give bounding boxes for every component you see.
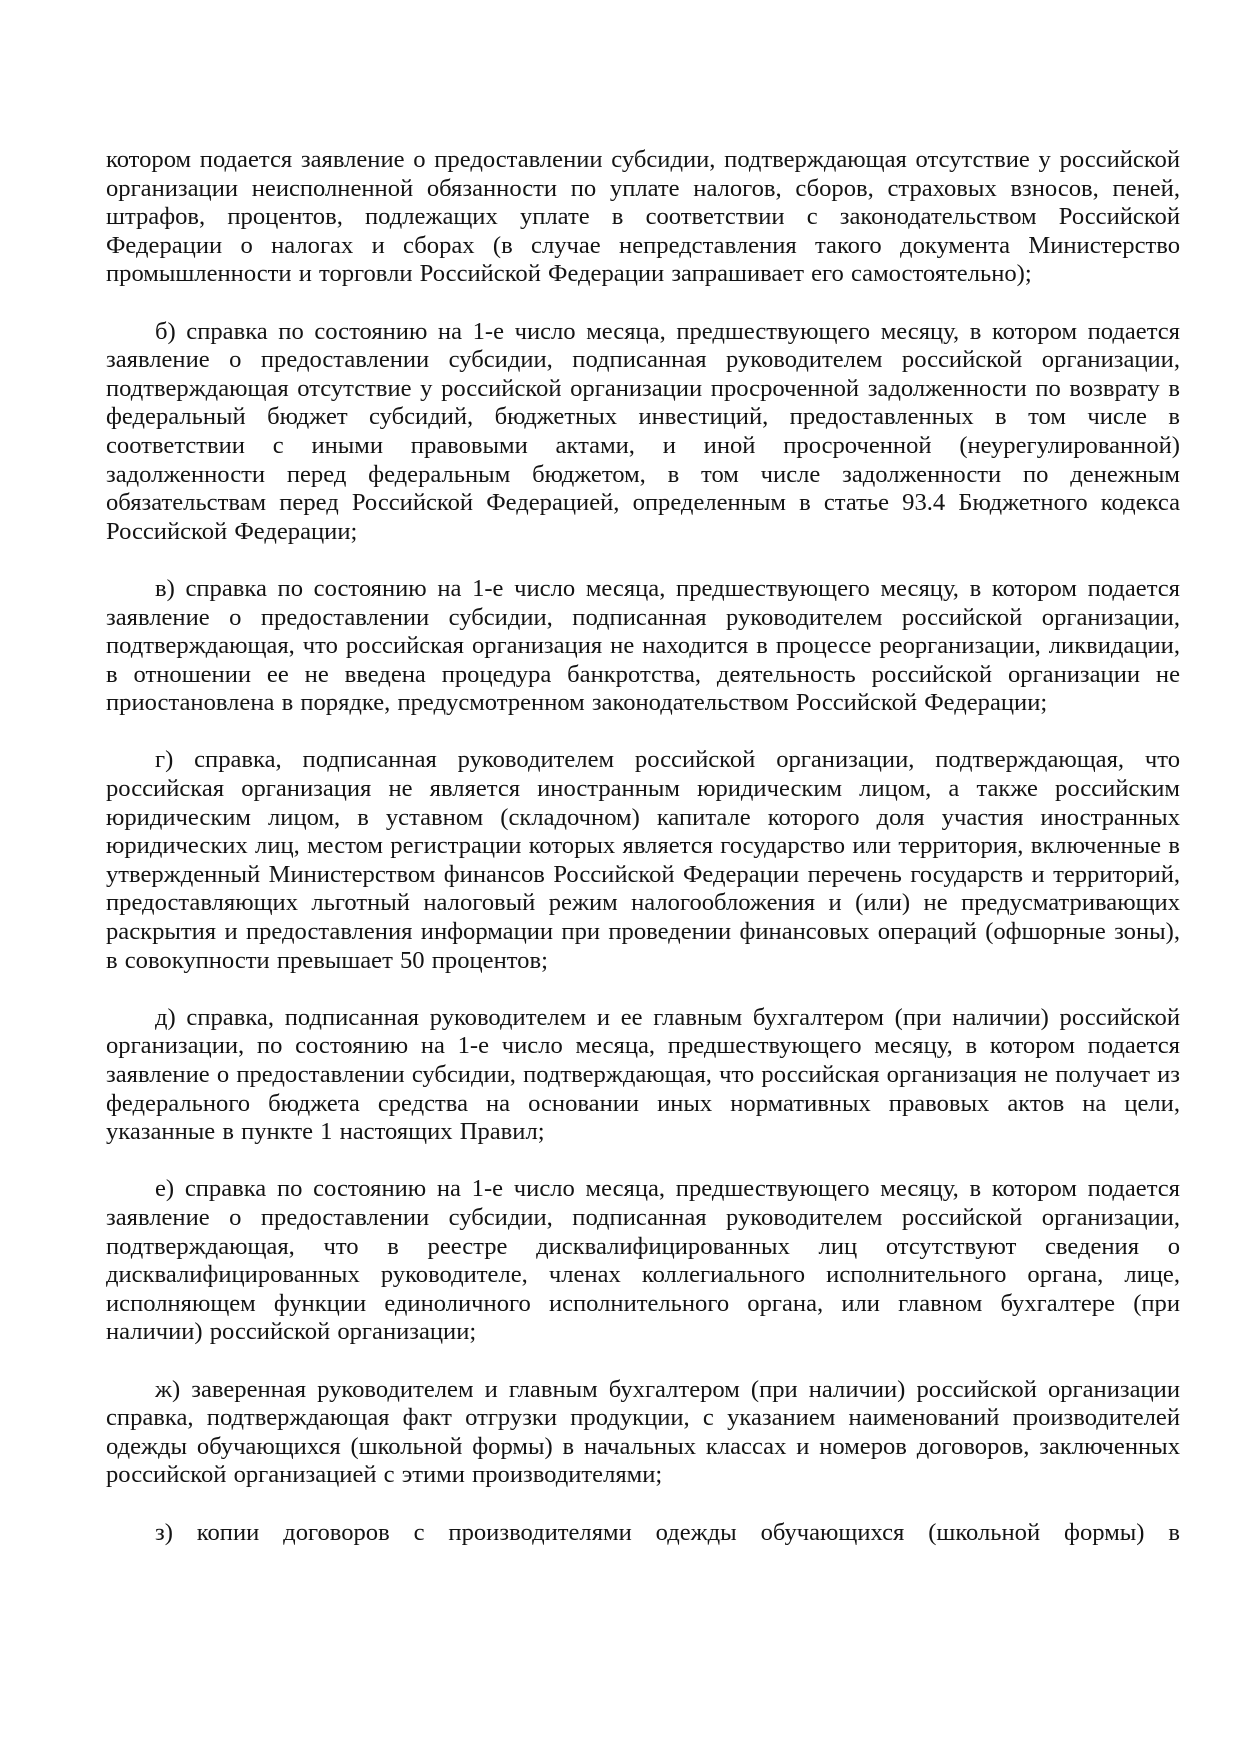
paragraph-item-zh: ж) заверенная руководителем и главным бухгалтером (при наличии) российской организации справка, подтверждающая факт отгрузки продукции, с указанием наименований производителей одежды обучающихся (школьной формы) в начальных классах и номеров договоров, заключенных российской организацией с этими производителями; — [106, 1375, 1180, 1489]
paragraph-item-d: д) справка, подписанная руководителем и ее главным бухгалтером (при наличии) российской организации, по состоянию на 1-е число месяца, предшествующего месяцу, в котором подается заявление о предоставлении субсидии, подтверждающая, что российская организация не получает из федерального бюджета средства на основании иных нормативных правовых актов на цели, указанные в пункте 1 настоящих Правил; — [106, 1003, 1180, 1146]
paragraph-item-v: в) справка по состоянию на 1-е число месяца, предшествующего месяцу, в котором подается заявление о предоставлении субсидии, подписанная руководителем российской организации, подтверждающая, что российская организация не находится в процессе реорганизации, ликвидации, в отношении ее не введена процедура банкротства, деятельность российской организации не приостановлена в порядке, предусмотренном законодательством Российской Федерации; — [106, 574, 1180, 717]
paragraph-continuation: котором подается заявление о предоставлении субсидии, подтверждающая отсутствие у российской организации неисполненной обязанности по уплате налогов, сборов, страховых взносов, пеней, штрафов, процентов, подлежащих уплате в соответствии с законодательством Российской Федерации о налогах и сборах (в случае непредставления такого документа Министерство промышленности и торговли Российской Федерации запрашивает его самостоятельно); — [106, 146, 1180, 288]
paragraph-item-g: г) справка, подписанная руководителем российской организации, подтверждающая, что российская организация не является иностранным юридическим лицом, а также российским юридическим лицом, в уставном (складочном) капитале которого доля участия иностранных юридических лиц, местом регистрации которых является государство или территория, включенные в утвержденный Министерством финансов Российской Федерации перечень государств и территорий, предоставляющих льготный налоговый режим налогообложения и (или) не предусматривающих раскрытия и предоставления информации при проведении финансовых операций (офшорные зоны), в совокупности превышает 50 процентов; — [106, 746, 1180, 974]
document-text-block — [106, 146, 1180, 1547]
paragraph-item-z: з) копии договоров с производителями одежды обучающихся (школьной формы) в — [155, 1518, 1180, 1546]
paragraph-item-e: е) справка по состоянию на 1-е число месяца, предшествующего месяцу, в котором подается заявление о предоставлении субсидии, подписанная руководителем российской организации, подтверждающая, что в реестре дисквалифицированных лиц отсутствуют сведения о дисквалифицированных руководителе, членах коллегиального исполнительного органа, лице, исполняющем функции единоличного исполнительного органа, или главном бухгалтере (при наличии) российской организации; — [106, 1175, 1180, 1346]
paragraph-item-b: б) справка по состоянию на 1-е число месяца, предшествующего месяцу, в котором подается заявление о предоставлении субсидии, подписанная руководителем российской организации, подтверждающая отсутствие у российской организации просроченной задолженности по возврату в федеральный бюджет субсидий, бюджетных инвестиций, предоставленных в том числе в соответствии с иными правовыми актами, и иной просроченной (неурегулированной) задолженности перед федеральным бюджетом, в том числе задолженности по денежным обязательствам перед Российской Федерацией, определенным в статье 93.4 Бюджетного кодекса Российской Федерации; — [106, 317, 1180, 545]
